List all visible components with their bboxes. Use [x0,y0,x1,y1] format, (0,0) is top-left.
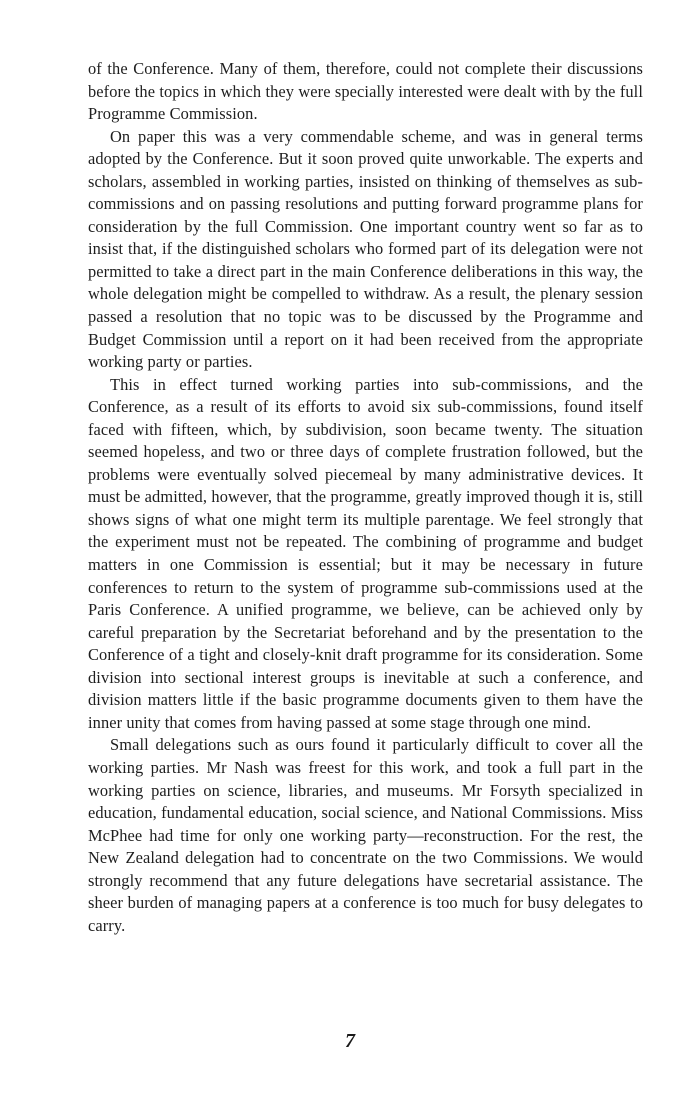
paragraph-working-parties: This in effect turned working parties into sub-commissions, and the Conference, as a result of its efforts to avoid six sub-commissions, found itself faced with fifteen, which, by subdivision, soon became twenty. The situation seemed hopeless, and two or three days of complete frustration followed, but the problems were eventually solved piecemeal by many administrative devices. It must be admitted, however, that the programme, greatly improved though it is, still shows signs of what one might term its multiple parentage. We feel strongly that the experiment must not be repeated. The combining of programme and budget matters in one Commission is essential; but it may be necessary in future conferences to return to the system of programme sub-commissions used at the Paris Conference. A unified programme, we believe, can be achieved only by careful preparation by the Secretariat beforehand and by the presentation to the Conference of a tight and closely-knit draft programme for its consideration. Some division into sectional interest groups is inevitable at such a conference, and division matters little if the basic programme documents given to them have the inner unity that comes from having passed at some stage through one mind. [88,374,643,732]
paragraph-scheme: On paper this was a very commendable scheme, and was in general terms adopted by the Conference. But it soon proved quite unworkable. The experts and scholars, assembled in working parties, insisted on thinking of themselves as sub-commissions and on passing resolutions and putting forward programme plans for consideration by the full Commission. One important country went so far as to insist that, if the distinguished scholars who formed part of its delegation were not permitted to take a direct part in the main Conference deliberations in this way, the whole delegation might be compelled to withdraw. As a result, the plenary session passed a resolution that no topic was to be discussed by the Programme and Budget Commission until a report on it had been received from the appropriate working party or parties. [88,126,643,372]
paragraph-continuation: of the Conference. Many of them, therefore, could not complete their discussions before the topics in which they were specially interested were dealt with by the full Programme Commission. [88,59,643,124]
paragraph-small-delegations: Small delegations such as ours found it particularly difficult to cover all the working parties. Mr Nash was freest for this work, and took a full part in the working parties on science, libraries, and museums. Mr Forsyth specialized in education, fundamental education, social science, and National Commissions. Miss McPhee had time for only one working party—reconstruction. For the rest, the New Zealand delegation had to concentrate on the two Commissions. We would strongly recommend that any future delegations have secretarial assistance. The sheer burden of managing papers at a conference is too much for busy delegates to carry. [88,735,643,935]
page-number: 7 [345,1030,355,1052]
body-text [88,58,643,937]
